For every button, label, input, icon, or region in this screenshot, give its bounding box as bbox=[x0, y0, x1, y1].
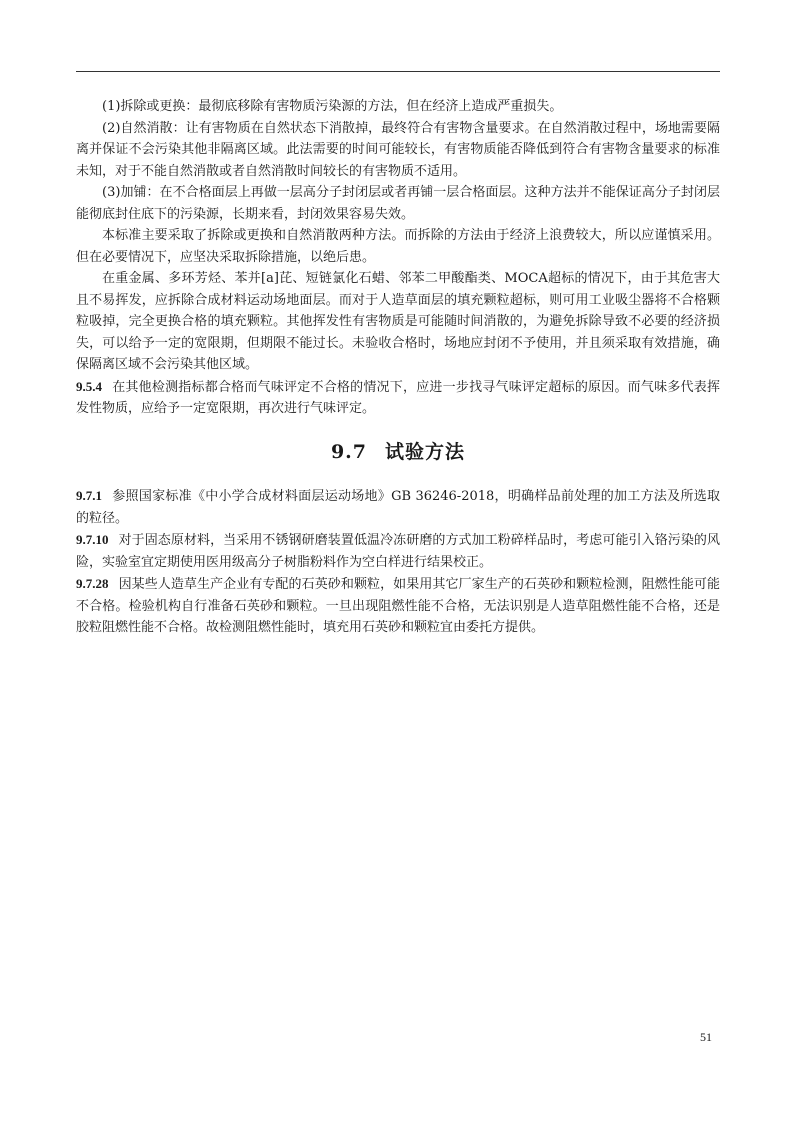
paragraph-adoption: 本标准主要采取了拆除或更换和自然消散两种方法。而拆除的方法由于经济上浪费较大，所以应谨慎采用。但在必要情况下，应坚决采取拆除措施，以绝后患。 bbox=[76, 228, 720, 265]
paragraph-method-2: (2)自然消散：让有害物质在自然状态下消散掉，最终符合有害物含量要求。在自然消散过程中，场地需要隔离并保证不会污染其他非隔离区域。此法需要的时间可能较长，有害物质能否降低到符合有害物含量要求的标准未知，对于不能自然消散或者自然消散时间较长的有害物质不适用。 bbox=[76, 120, 720, 179]
clause-number: 9.7.28 bbox=[76, 576, 109, 591]
section-number: 9.7 bbox=[330, 440, 368, 463]
clause-text: 在其他检测指标都合格而气味评定不合格的情况下，应进一步找寻气味评定超标的原因。而气味多代表挥发性物质，应给予一定宽限期，再次进行气味评定。 bbox=[76, 379, 720, 416]
page-number: 51 bbox=[700, 1030, 712, 1044]
clause-number: 9.7.1 bbox=[76, 488, 102, 503]
paragraph-method-1: (1)拆除或更换：最彻底移除有害物质污染源的方法，但在经济上造成严重损失。 bbox=[102, 99, 563, 114]
paragraph-method-3: (3)加铺：在不合格面层上再做一层高分子封闭层或者再铺一层合格面层。这种方法并不能保证高分子封闭层能彻底封住底下的污染源，长期来看，封闭效果容易失效。 bbox=[76, 185, 720, 222]
clause-number: 9.5.4 bbox=[76, 378, 102, 394]
paragraph-heavy-metals: 在重金属、多环芳烃、苯并[a]芘、短链氯化石蜡、邻苯二甲酸酯类、MOCA超标的情况下，由于其危害大且不易挥发，应拆除合成材料运动场地面层。而对于人造草面层的填充颗粒超标，则可用工业吸尘器将不合格颗粒吸掉，完全更换合格的填充颗粒。其他挥发性有害物质是可能随时间消散的，为避免拆除导致不必要的经济损失，可以给予一定的宽限期，但期限不能过长。未验收合格时，场地应封闭不予使用，并且须采取有效措施，确保隔离区域不会污染其他区域。 bbox=[76, 271, 720, 372]
header-rule bbox=[76, 71, 720, 72]
section-title: 试验方法 bbox=[385, 440, 466, 463]
clause-text: 因某些人造草生产企业有专配的石英砂和颗粒，如果用其它厂家生产的石英砂和颗粒检测，阻燃性能可能不合格。检验机构自行准备石英砂和颗粒。一旦出现阻燃性能不合格，无法识别是人造草阻燃性能不合格，还是胶粒阻燃性能不合格。故检测阻燃性能时，填充用石英砂和颗粒宜由委托方提供。 bbox=[76, 577, 720, 635]
clause-text: 对于固态原材料，当采用不锈钢研磨装置低温冷冻研磨的方式加工粉碎样品时，考虑可能引入铬污染的风险，实验室宜定期使用医用级高分子树脂粉料作为空白样进行结果校正。 bbox=[76, 533, 720, 570]
clause-9-7-1 bbox=[76, 485, 720, 529]
clause-9-7-10 bbox=[76, 529, 720, 573]
clause-text: 参照国家标准《中小学合成材料面层运动场地》GB 36246-2018，明确样品前处理的加工方法及所选取的粒径。 bbox=[76, 489, 720, 526]
clause-9-5-4 bbox=[76, 376, 720, 420]
clause-number: 9.7.10 bbox=[76, 532, 109, 547]
clause-9-7-28 bbox=[76, 573, 720, 639]
page-body bbox=[76, 96, 720, 639]
section-heading bbox=[76, 442, 720, 464]
